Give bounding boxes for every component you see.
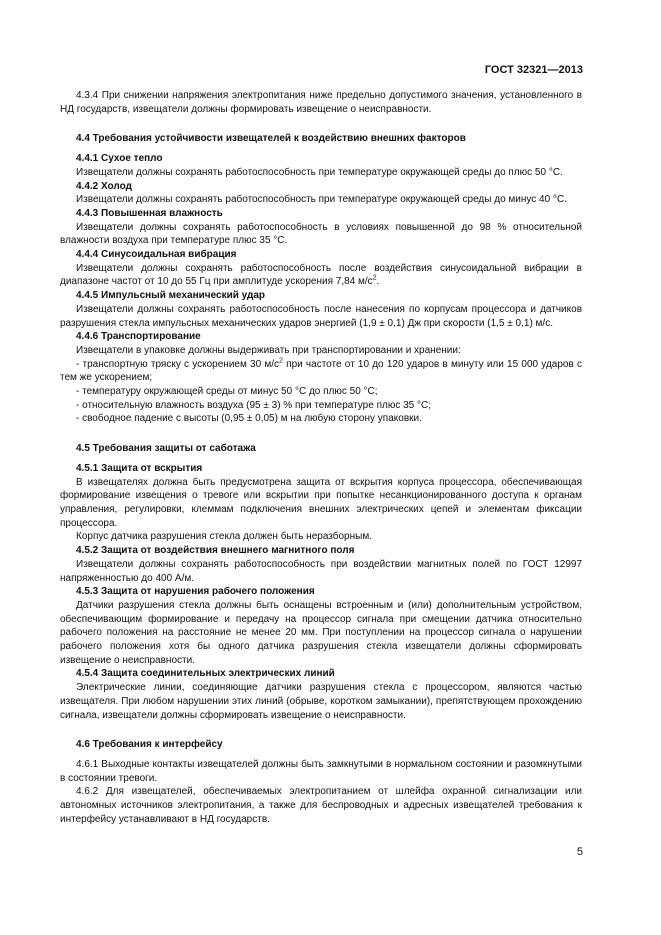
paragraph-4-4-2: Извещатели должны сохранять работоспособность при температуре окружающей среды до минус 40 °С. (76, 194, 567, 206)
subsection-4-5-3-title: 4.5.3 Защита от нарушения рабочего положения (76, 586, 315, 598)
section-4-4-title: 4.4 Требования устойчивости извещателей к воздействию внешних факторов (76, 133, 466, 145)
list-item: - свободное падение с высоты (0,95 ± 0,05) м на любую сторону упаковки. (76, 413, 422, 425)
list-item: - температуру окружающей среды от минус 50 °С до плюс 50 °С; (76, 386, 378, 398)
paragraph-4-5-4: Электрические линии, соединяющие датчики разрушения стекла с процессором, являются частью извещателя. При любом нарушении этих линий (обрыве, коротком замыкании), препятствующем прохождению сигнала, извещатели должны сформировать извещение о неисправности. (60, 682, 582, 721)
paragraph-4-5-1-b: Корпус датчика разрушения стекла должен быть неразборным. (76, 531, 372, 543)
paragraph-4-4-1: Извещатели должны сохранять работоспособность при температуре окружающей среды до плюс 50 °С. (76, 166, 563, 178)
section-4-5-title: 4.5 Требования защиты от саботажа (76, 443, 256, 455)
subsection-4-4-1-title: 4.4.1 Сухое тепло (76, 153, 163, 165)
subsection-4-4-2-title: 4.4.2 Холод (76, 180, 132, 192)
paragraph-4-3-4: 4.3.4 При снижении напряжения электропитания ниже предельно допустимого значения, установленного в НД государств, извещатели должны формировать извещение о неисправности. (60, 90, 582, 115)
document-header: ГОСТ 32321—2013 (484, 64, 583, 76)
list-item: - транспортную тряску с ускорением 30 $м/с^2$ при частоте от 10 до 120 ударов в минуту или 15 000 ударов с тем же ускорением; (60, 357, 582, 384)
paragraph-4-5-3: Датчики разрушения стекла должны быть оснащены встроенным и (или) дополнительным устройством, обеспечивающим формирование и передачу на процессор сигнала при смещении датчика относительно рабочего положения на расстояние не менее 20 мм. При поступлении на процессор сигнала о нарушении рабочего положения хотя бы одного датчика разрушения стекла извещатели должны сформировать извещение о неисправности. (60, 599, 582, 666)
paragraph-4-4-5: Извещатели должны сохранять работоспособность после нанесения по корпусам процессора и датчиков разрушения стекла импульсных механических ударов энергией (1,9 ± 0,1) Дж при скорости (1,5 ± 0,1) м/с. (60, 303, 582, 329)
document-body (60, 89, 582, 826)
subsection-4-5-4-title: 4.5.4 Защита соединительных электрических линий (76, 668, 335, 680)
subsection-4-4-6-title: 4.4.6 Транспортирование (76, 331, 201, 343)
section-4-6-title: 4.6 Требования к интерфейсу (76, 739, 223, 751)
subsection-4-4-4-title: 4.4.4 Синусоидальная вибрация (76, 249, 237, 261)
paragraph-4-4-4: Извещатели должны сохранять работоспособность после воздействия синусоидальной вибрации в диапазоне частот от 10 до 55 Гц при амплитуде ускорения 7,84 $м/с^2$. (60, 262, 582, 288)
subsection-4-4-3-title: 4.4.3 Повышенная влажность (76, 207, 223, 219)
list-item: - относительную влажность воздуха (95 ± 3) % при температуре плюс 35 °С; (76, 399, 432, 411)
paragraph-4-4-6: Извещатели в упаковке должны выдерживать при транспортировании и хранении: (76, 344, 461, 356)
subsection-4-4-5-title: 4.4.5 Импульсный механический удар (76, 290, 265, 302)
subsection-4-5-1-title: 4.5.1 Защита от вскрытия (76, 462, 203, 474)
paragraph-4-4-3: Извещатели должны сохранять работоспособность в условиях повышенной до 98 % относительной влажности воздуха при температуре плюс 35 °С. (60, 221, 582, 247)
paragraph-4-5-2: Извещатели должны сохранять работоспособность при воздействии магнитных полей по ГОСТ 12997 напряженностью до 400 А/м. (60, 558, 582, 584)
paragraph-4-6-1: 4.6.1 Выходные контакты извещателей должны быть замкнутыми в нормальном состоянии и разомкнутыми в состоянии тревоги. (60, 758, 582, 784)
paragraph-4-5-1: В извещателях должна быть предусмотрена защита от вскрытия корпуса процессора, обеспечивающая формирование извещения о тревоге или вскрытии при попытке несанкционированного доступа к органам управления, регулировки, клеммам подключения внешних электрических цепей и элементам фиксации процессора. (60, 476, 582, 529)
paragraph-4-6-2: 4.6.2 Для извещателей, обеспечиваемых электропитанием от шлейфа охранной сигнализации или автономных источников электропитания, а также для беспроводных и адресных извещателей требования к интерфейсу устанавливают в НД государств. (60, 786, 582, 825)
subsection-4-5-2-title: 4.5.2 Защита от воздействия внешнего магнитного поля (76, 545, 355, 557)
page-number: 5 (576, 846, 583, 858)
